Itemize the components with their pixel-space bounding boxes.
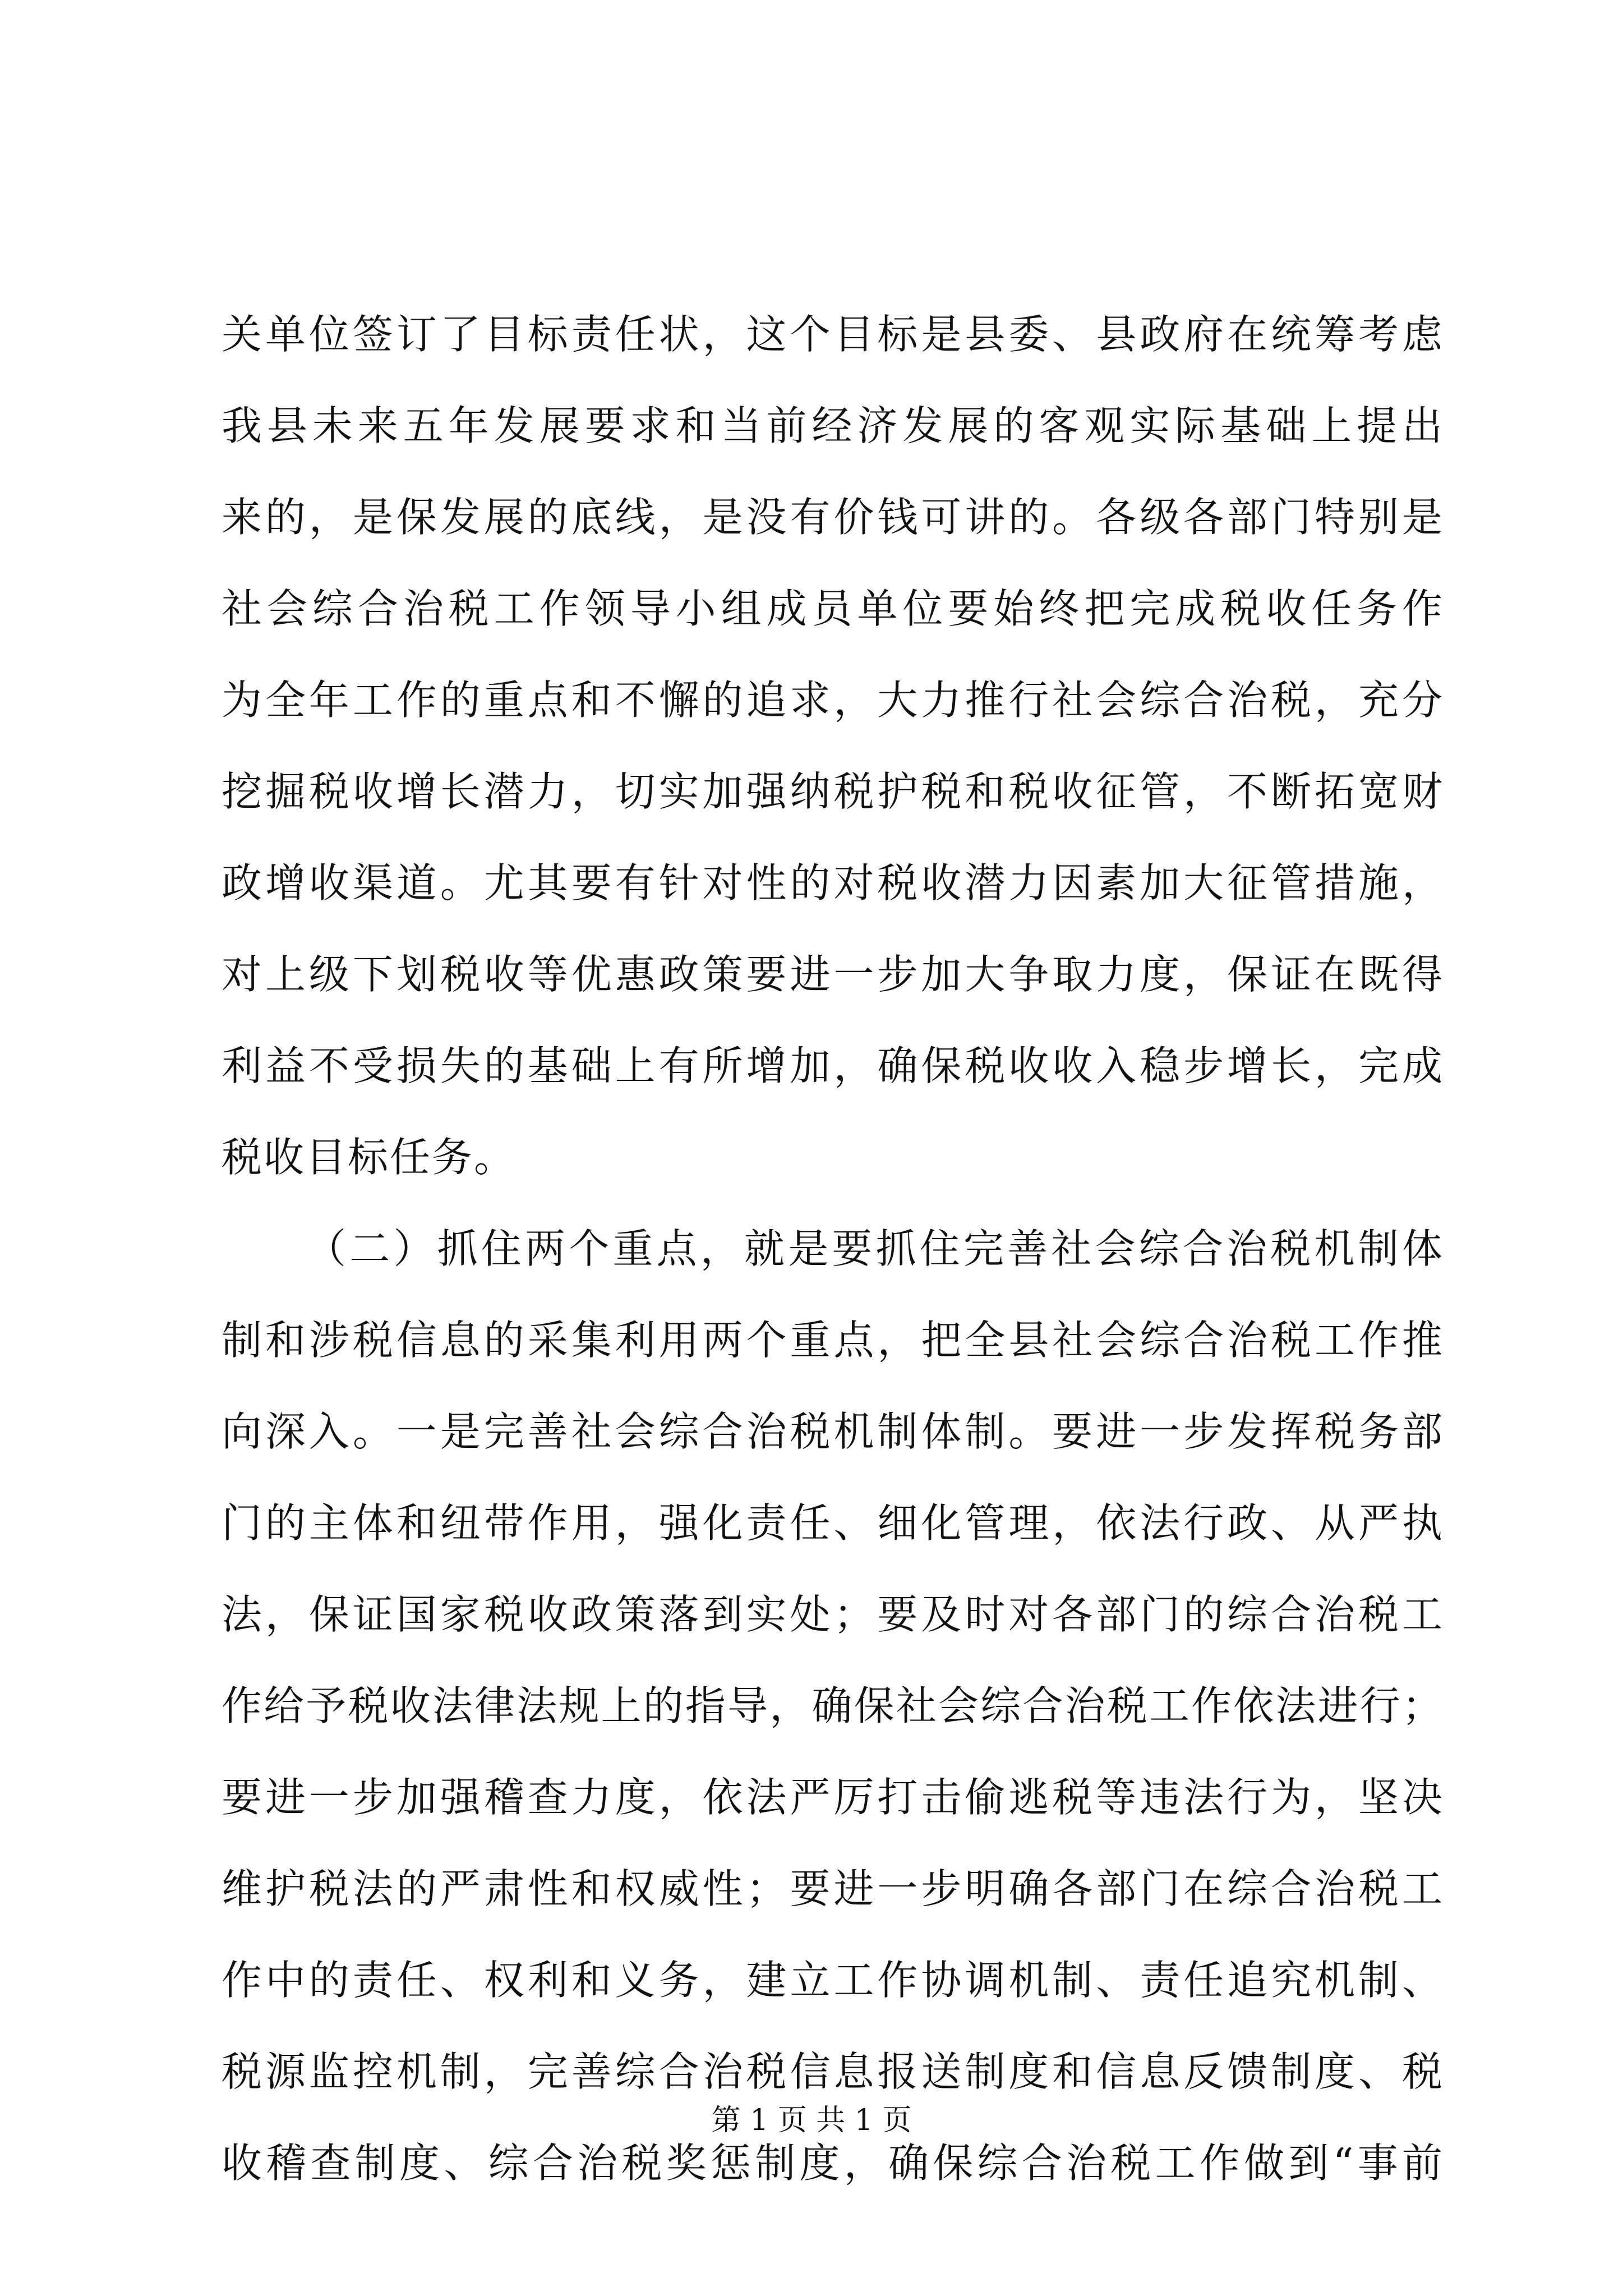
text-line: 作中的责任、权利和义务，建立工作协调机制、责任追究机制、 bbox=[222, 1957, 1444, 2004]
text-line: 为全年工作的重点和不懈的追求，大力推行社会综合治税，充分 bbox=[222, 677, 1444, 724]
text-line: 政增收渠道。尤其要有针对性的对税收潜力因素加大征管措施， bbox=[222, 859, 1444, 907]
text-line: 来的，是保发展的底线，是没有价钱可讲的。各级各部门特别是 bbox=[222, 494, 1444, 541]
text-line: 向深入。一是完善社会综合治税机制体制。要进一步发挥税务部 bbox=[222, 1408, 1444, 1455]
document-body bbox=[222, 289, 1444, 2209]
text-line: 利益不受损失的基础上有所增加，确保税收收入稳步增长，完成 bbox=[222, 1042, 1444, 1089]
text-line: 收稽查制度、综合治税奖惩制度，确保综合治税工作做到“事前 bbox=[222, 2139, 1444, 2187]
text-line: 税收目标任务。 bbox=[222, 1134, 517, 1181]
page-footer bbox=[0, 2101, 1623, 2140]
page-number-label: 第 1 页 共 1 页 bbox=[711, 2104, 912, 2137]
text-line: 挖掘税收增长潜力，切实加强纳税护税和税收征管，不断拓宽财 bbox=[222, 768, 1444, 815]
text-line: 门的主体和纽带作用，强化责任、细化管理，依法行政、从严执 bbox=[222, 1499, 1444, 1547]
text-line: 法，保证国家税收政策落到实处；要及时对各部门的综合治税工 bbox=[222, 1591, 1444, 1638]
text-line: 维护税法的严肃性和权威性；要进一步明确各部门在综合治税工 bbox=[222, 1865, 1444, 1912]
paragraph-first-line: （二）抓住两个重点，就是要抓住完善社会综合治税机制体 bbox=[306, 1225, 1444, 1272]
text-line: 社会综合治税工作领导小组成员单位要始终把完成税收任务作 bbox=[222, 585, 1444, 632]
text-line: 税源监控机制，完善综合治税信息报送制度和信息反馈制度、税 bbox=[222, 2048, 1444, 2095]
text-line: 我县未来五年发展要求和当前经济发展的客观实际基础上提出 bbox=[222, 402, 1444, 449]
text-line: 关单位签订了目标责任状，这个目标是县委、县政府在统筹考虑 bbox=[222, 311, 1444, 358]
text-line: 作给予税收法律法规上的指导，确保社会综合治税工作依法进行； bbox=[222, 1682, 1444, 1729]
text-line: 制和涉税信息的采集利用两个重点，把全县社会综合治税工作推 bbox=[222, 1317, 1444, 1364]
text-line: 对上级下划税收等优惠政策要进一步加大争取力度，保证在既得 bbox=[222, 951, 1444, 998]
text-line: 要进一步加强稽查力度，依法严厉打击偷逃税等违法行为，坚决 bbox=[222, 1774, 1444, 1821]
